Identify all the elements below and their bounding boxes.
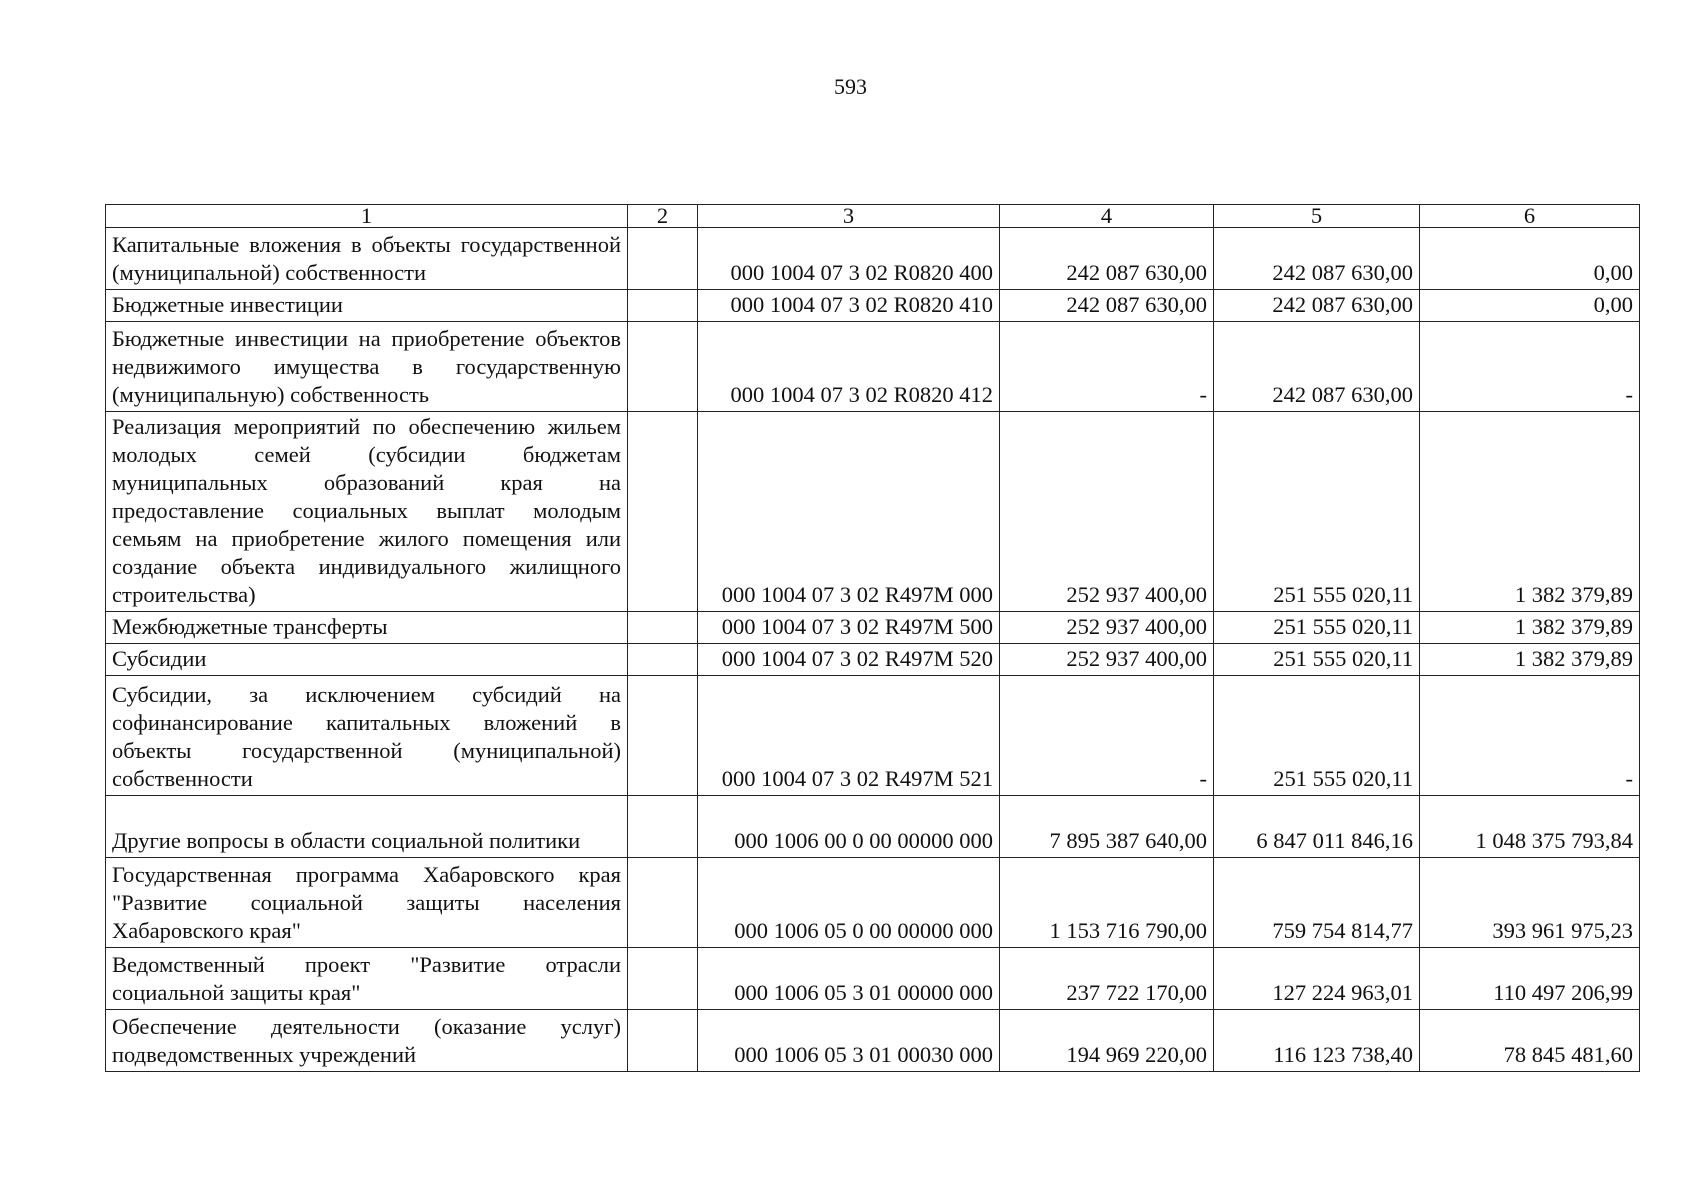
row-col6: 1 382 379,89	[1420, 612, 1640, 644]
row-col5: 127 224 963,01	[1214, 948, 1420, 1010]
row-col2	[628, 322, 698, 412]
row-col4: -	[1000, 676, 1214, 796]
row-col2	[628, 228, 698, 290]
table-row	[106, 796, 1640, 858]
row-col2	[628, 858, 698, 948]
row-col4: 242 087 630,00	[1000, 290, 1214, 322]
row-col2	[628, 290, 698, 322]
row-col5: 242 087 630,00	[1214, 322, 1420, 412]
table-row	[106, 612, 1640, 644]
table-body	[106, 228, 1640, 1072]
row-col4: 242 087 630,00	[1000, 228, 1214, 290]
table-row	[106, 412, 1640, 612]
row-col6: 1 382 379,89	[1420, 412, 1640, 612]
row-code: 000 1006 05 0 00 00000 000	[698, 858, 1000, 948]
row-code: 000 1004 07 3 02 R0820 412	[698, 322, 1000, 412]
row-col4: 252 937 400,00	[1000, 412, 1214, 612]
row-col5: 242 087 630,00	[1214, 290, 1420, 322]
row-name: Бюджетные инвестиции на приобретение объектов недвижимого имущества в государственную (муниципальную) собственность	[106, 322, 628, 412]
row-name: Бюджетные инвестиции	[106, 290, 628, 322]
row-col2	[628, 612, 698, 644]
row-col6: -	[1420, 676, 1640, 796]
row-name: Реализация мероприятий по обеспечению жильем молодых семей (субсидии бюджетам муниципальных образований края на предоставление социальных выплат молодым семьям на приобретение жилого помещения или создание объекта индивидуального жилищного строительства)	[106, 412, 628, 612]
row-col5: 6 847 011 846,16	[1214, 796, 1420, 858]
row-code: 000 1006 05 3 01 00030 000	[698, 1010, 1000, 1072]
table-row	[106, 228, 1640, 290]
row-code: 000 1004 07 3 02 R0820 410	[698, 290, 1000, 322]
row-name: Обеспечение деятельности (оказание услуг) подведомственных учреждений	[106, 1010, 628, 1072]
row-col5: 251 555 020,11	[1214, 612, 1420, 644]
row-name: Капитальные вложения в объекты государственной (муниципальной) собственности	[106, 228, 628, 290]
row-code: 000 1004 07 3 02 R497M 521	[698, 676, 1000, 796]
row-col6: 1 048 375 793,84	[1420, 796, 1640, 858]
row-col5: 251 555 020,11	[1214, 676, 1420, 796]
row-col2	[628, 644, 698, 676]
header-col-1: 1	[106, 205, 628, 228]
row-name: Государственная программа Хабаровского края "Развитие социальной защиты населения Хабаровского края"	[106, 858, 628, 948]
row-col6: 110 497 206,99	[1420, 948, 1640, 1010]
row-name: Субсидии, за исключением субсидий на софинансирование капитальных вложений в объекты государственной (муниципальной) собственности	[106, 676, 628, 796]
row-name: Субсидии	[106, 644, 628, 676]
row-col6: 78 845 481,60	[1420, 1010, 1640, 1072]
row-code: 000 1004 07 3 02 R497M 000	[698, 412, 1000, 612]
table-row	[106, 322, 1640, 412]
row-col4: 237 722 170,00	[1000, 948, 1214, 1010]
row-col5: 251 555 020,11	[1214, 644, 1420, 676]
header-col-4: 4	[1000, 205, 1214, 228]
row-col2	[628, 948, 698, 1010]
table-header	[106, 205, 1640, 228]
table-row	[106, 948, 1640, 1010]
row-col6: 393 961 975,23	[1420, 858, 1640, 948]
table-row	[106, 1010, 1640, 1072]
row-col2	[628, 412, 698, 612]
header-col-5: 5	[1214, 205, 1420, 228]
header-col-3: 3	[698, 205, 1000, 228]
row-col4: 252 937 400,00	[1000, 612, 1214, 644]
row-col4: 7 895 387 640,00	[1000, 796, 1214, 858]
row-col4: 252 937 400,00	[1000, 644, 1214, 676]
row-code: 000 1006 05 3 01 00000 000	[698, 948, 1000, 1010]
table-row	[106, 644, 1640, 676]
row-col6: -	[1420, 322, 1640, 412]
row-col5: 116 123 738,40	[1214, 1010, 1420, 1072]
row-code: 000 1004 07 3 02 R497M 500	[698, 612, 1000, 644]
row-col4: 194 969 220,00	[1000, 1010, 1214, 1072]
row-col6: 1 382 379,89	[1420, 644, 1640, 676]
row-col6: 0,00	[1420, 228, 1640, 290]
row-col5: 759 754 814,77	[1214, 858, 1420, 948]
budget-table	[105, 204, 1640, 1072]
row-name: Межбюджетные трансферты	[106, 612, 628, 644]
table-row	[106, 676, 1640, 796]
row-col5: 242 087 630,00	[1214, 228, 1420, 290]
row-code: 000 1004 07 3 02 R0820 400	[698, 228, 1000, 290]
row-col4: 1 153 716 790,00	[1000, 858, 1214, 948]
row-code: 000 1004 07 3 02 R497M 520	[698, 644, 1000, 676]
page-number: 593	[834, 74, 867, 99]
row-col2	[628, 1010, 698, 1072]
header-row	[106, 205, 1640, 228]
header-col-6: 6	[1420, 205, 1640, 228]
header-col-2: 2	[628, 205, 698, 228]
row-name: Другие вопросы в области социальной политики	[106, 796, 628, 858]
table-row	[106, 290, 1640, 322]
row-col5: 251 555 020,11	[1214, 412, 1420, 612]
row-name: Ведомственный проект "Развитие отрасли социальной защиты края"	[106, 948, 628, 1010]
row-col2	[628, 676, 698, 796]
table-row	[106, 858, 1640, 948]
row-col4: -	[1000, 322, 1214, 412]
row-col6: 0,00	[1420, 290, 1640, 322]
row-code: 000 1006 00 0 00 00000 000	[698, 796, 1000, 858]
row-col2	[628, 796, 698, 858]
